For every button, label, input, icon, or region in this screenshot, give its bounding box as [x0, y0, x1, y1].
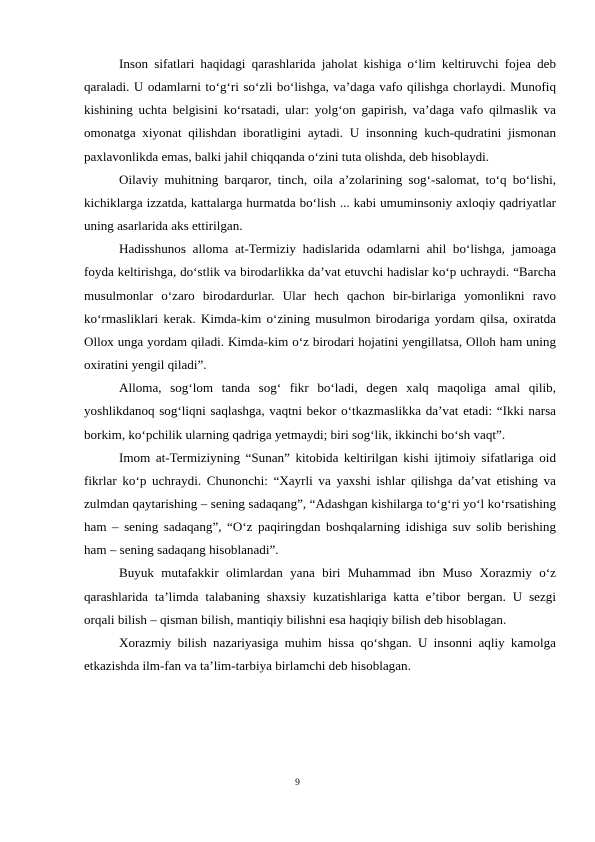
- paragraph-5: Imom at-Termiziyning “Sunan” kitobida keltirilgan kishi ijtimoiy sifatlariga oid fikrlar ko‘p uchraydi. Chunonchi: “Xayrli va yaxshi ishlar qilishga da’vat etishing va zulmdan qaytarishing – sening sadaqang”, “Adashgan kishilarga to‘g‘ri yo‘l ko‘rsatishing ham – sening sadaqang”, “O‘z paqiringdan boshqalarning idishiga suv solib berishing ham – sening sadaqang hisoblanadi”.: [84, 449, 556, 558]
- paragraph-4: Alloma, sog‘lom tanda sog‘ fikr bo‘ladi, degen xalq maqoliga amal qilib, yoshlikdanoq sog‘liqni saqlashga, vaqtni bekor o‘tkazmaslikka da’vat etadi: “Ikki narsa borkim, ko‘pchilik ularning qadriga yetmaydi; biri sog‘lik, ikkinchi bo‘sh vaqt”.: [84, 380, 556, 442]
- paragraph-6: Buyuk mutafakkir olimlardan yana biri Muhammad ibn Muso Xorazmiy o‘z qarashlarida ta’limda talabaning shaxsiy kuzatishlariga katta e’tibor bergan. U sezgi orqali bilish – qisman bilish, mantiqiy bilishni esa haqiqiy bilish deb hisoblagan.: [84, 565, 556, 627]
- document-body: [84, 52, 556, 677]
- page-number: 9: [295, 778, 300, 788]
- paragraph-1: Inson sifatlari haqidagi qarashlarida jaholat kishiga o‘lim keltiruvchi fojea deb qaraladi. U odamlarni to‘g‘ri so‘zli bo‘lishga, va’daga vafo qilishga chorlaydi. Munofiq kishining uchta belgisini ko‘rsatadi, ular: yolg‘on gapirish, va’daga vafo qilmaslik va omonatga xiyonat qilishdan iboratligini aytadi. U insonning kuch-qudratini jismonan paxlavonlikda emas, balki jahil chiqqanda o‘zini tuta olishda, deb hisoblaydi.: [84, 56, 556, 164]
- paragraph-2: Oilaviy muhitning barqaror, tinch, oila a’zolarining sog‘-salomat, to‘q bo‘lishi, kichiklarga izzatda, kattalarga hurmatda bo‘lish ... kabi umuminsoniy axloqiy qadriyatlar uning asarlarida aks ettirilgan.: [84, 171, 556, 234]
- paragraph-3: Hadisshunos alloma at-Termiziy hadislarida odamlarni ahil bo‘lishga, jamoaga foyda keltirishga, do‘stlik va birodarlikka da’vat etuvchi hadislar ko‘p uchraydi. “Barcha musulmonlar o‘zaro birodardurlar. Ular hech qachon bir-birlariga yomonlikni ravo ko‘rmasliklari kerak. Kimda-kim o‘zining musulmon birodariga yordam qilsa, oxiratda Ollox unga yordam qiladi. Kimda-kim o‘z birodari hojatini yengillatsa, Olloh ham uning oxiratini yengil qiladi”.: [84, 241, 556, 373]
- paragraph-7: Xorazmiy bilish nazariyasiga muhim hissa qo‘shgan. U insonni aqliy kamolga etkazishda ilm-fan va ta’lim-tarbiya birlamchi deb hisoblagan.: [84, 634, 556, 674]
